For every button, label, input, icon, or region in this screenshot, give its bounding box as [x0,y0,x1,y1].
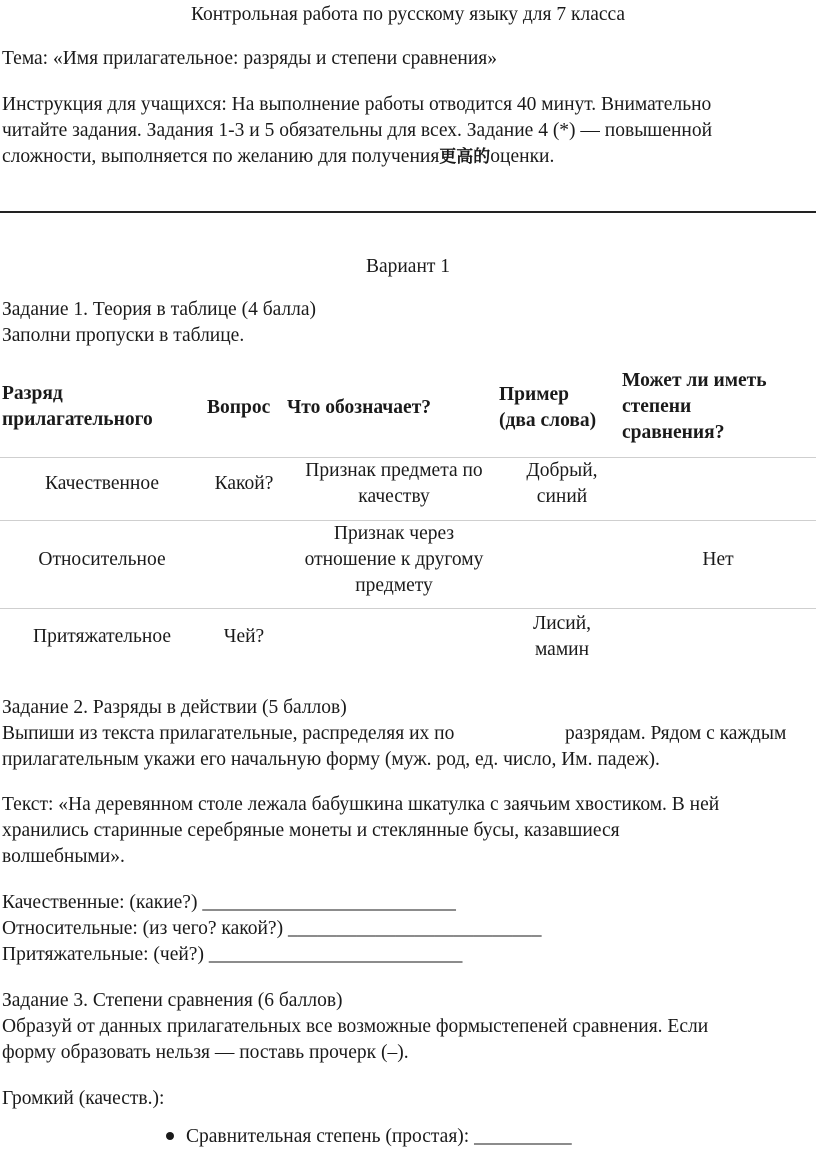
task3-word: Громкий (качеств.): [2,1088,165,1109]
divider [0,211,816,213]
instructions-line-2: читайте задания. Задания 1-3 и 5 обязательны для всех. Задание 4 (*) — повышенной [2,120,713,141]
answer-relative: Относительные: (из чего? какой?) __________________________ [2,918,542,939]
task1-prompt: Заполни пропуски в таблице. [2,325,245,346]
row2-category: Относительное [38,549,166,570]
page-title: Контрольная работа по русскому языку для 7 класса [190,4,626,25]
header-meaning: Что обозначает? [287,397,432,418]
bullet-icon [166,1132,174,1140]
row2-meaning-line2: отношение к другому [304,549,484,570]
header-question: Вопрос [207,397,271,418]
header-example [499,382,596,434]
row1-example [504,458,620,510]
task3-prompt-line-1: Образуй от данных прилагательных все возможные формыстепеней сравнения. Если [2,1016,709,1037]
task3-title: Задание 3. Степени сравнения (6 баллов) [2,990,343,1011]
header-category-line1: Разряд [2,383,63,404]
variant-heading: Вариант 1 [365,256,451,277]
row1-example-line1: Добрый, [526,460,598,481]
row1-meaning-line1: Признак предмета по [305,460,483,481]
header-comparison-line1: Может ли иметь [622,370,767,391]
row1-category: Качественное [44,473,159,494]
task2-text-line-2: хранились старинные серебряные монеты и стеклянные бусы, казавшиеся [2,820,620,841]
task2-prompt-line-2: прилагательным укажи его начальную форму (муж. род, ед. число, Им. падеж). [2,749,660,770]
task2-title: Задание 2. Разряды в действии (5 баллов) [2,697,347,718]
header-category-line2: прилагательного [2,409,153,430]
header-category [2,381,153,433]
row1-example-line2: синий [536,486,588,507]
task2-prompt-line-1a: Выпиши из текста прилагательные, распределяя их по [2,723,455,744]
task2-text-line-1: Текст: «На деревянном столе лежала бабушкина шкатулка с заячьим хвостиком. В ней [2,794,720,815]
instructions-line-3-end: оценки. [490,146,555,167]
instructions-line-1: Инструкция для учащихся: На выполнение работы отводится 40 минут. Внимательно [2,94,712,115]
task1-title: Задание 1. Теория в таблице (4 балла) [2,299,317,320]
row1-meaning [284,458,504,510]
header-comparison [622,368,767,446]
answer-qualitative: Качественные: (какие?) __________________________ [2,892,456,913]
row2-meaning-line3: предмету [355,575,433,596]
task3-prompt-line-2: форму образовать нельзя — поставь прочерк (–). [2,1042,409,1063]
row3-question: Чей? [223,626,265,647]
header-comparison-line2: степени [622,396,692,417]
topic: Тема: «Имя прилагательное: разряды и степени сравнения» [2,48,497,69]
task2-text-line-3: волшебными». [2,846,125,867]
list-item [166,1124,572,1150]
row2-comparison: Нет [702,549,734,570]
cjk-text: 更高的 [439,147,491,167]
answer-possessive: Притяжательные: (чей?) __________________________ [2,944,463,965]
header-comparison-line3: сравнения? [622,422,725,443]
row3-example-line2: мамин [534,639,590,660]
table-row-divider [0,608,816,609]
bullet-text: Сравнительная степень (простая): __________ [186,1126,572,1147]
task2-prompt-line-1b: разрядам. Рядом с каждым [565,723,787,744]
row1-meaning-line2: качеству [358,486,430,507]
header-example-line2: (два слова) [499,410,597,431]
row3-example-line1: Лисий, [532,613,592,634]
row2-meaning [284,521,504,599]
header-example-line1: Пример [499,384,570,405]
instructions-line-3-start: сложности, выполняется по желанию для получения [2,146,440,167]
row3-example [504,611,620,663]
row3-category: Притяжательное [32,626,171,647]
row1-question: Какой? [214,473,274,494]
instructions-line-3 [2,144,554,170]
row2-meaning-line1: Признак через [333,523,455,544]
